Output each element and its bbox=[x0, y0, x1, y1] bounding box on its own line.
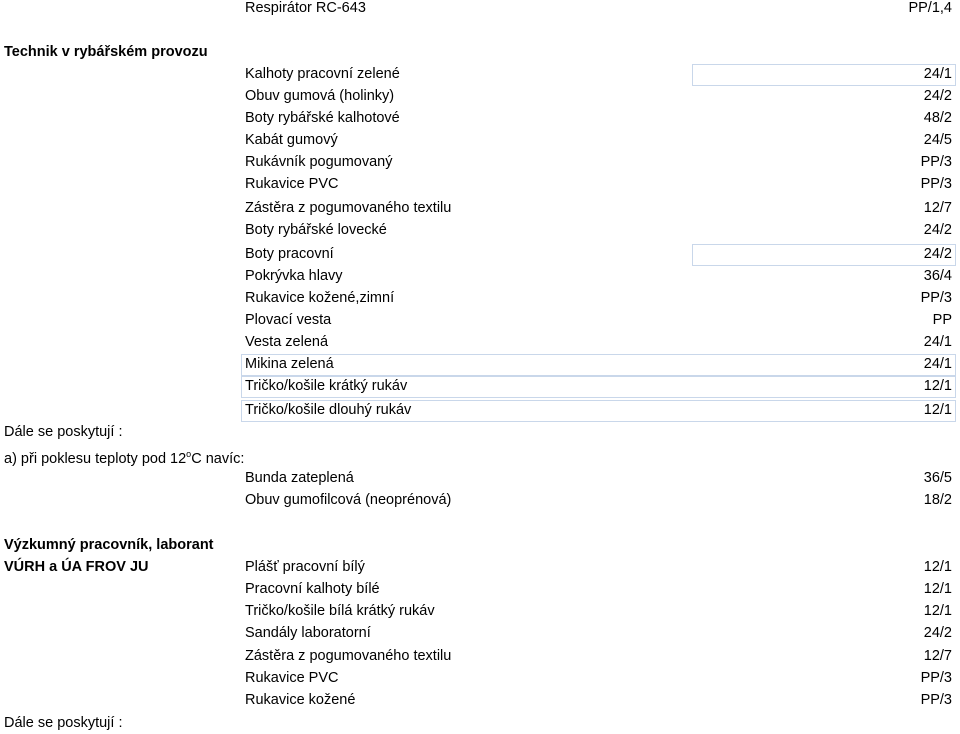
table-row bbox=[0, 107, 960, 129]
item-value: 24/5 bbox=[923, 132, 952, 148]
table-row bbox=[0, 331, 960, 353]
row-border bbox=[241, 354, 956, 376]
table-row bbox=[0, 63, 960, 85]
item-value: PP bbox=[932, 312, 952, 328]
table-row bbox=[0, 151, 960, 173]
item-value: 48/2 bbox=[923, 110, 952, 126]
item-value: PP/3 bbox=[920, 692, 952, 708]
item-value: 24/1 bbox=[923, 356, 952, 372]
item-value: PP/3 bbox=[920, 176, 952, 192]
table-row bbox=[0, 85, 960, 107]
table-row bbox=[0, 173, 960, 195]
condition-prefix: a) při poklesu teploty pod 12 bbox=[4, 451, 187, 467]
item-value: 12/1 bbox=[923, 581, 952, 597]
table-row bbox=[0, 600, 960, 622]
condition-suffix: C navíc: bbox=[191, 451, 245, 467]
item-name: Kalhoty pracovní zelené bbox=[245, 66, 400, 82]
item-value: PP/3 bbox=[920, 290, 952, 306]
degree-superscript: o bbox=[186, 449, 192, 459]
item-value: 12/1 bbox=[923, 603, 952, 619]
item-value: 36/5 bbox=[923, 470, 952, 486]
item-name: Tričko/košile bílá krátký rukáv bbox=[245, 603, 435, 619]
item-name: Pracovní kalhoty bílé bbox=[245, 581, 380, 597]
table-row bbox=[0, 399, 960, 421]
item-name: Rukavice PVC bbox=[245, 670, 339, 686]
item-value: PP/3 bbox=[920, 670, 952, 686]
item-value: 24/1 bbox=[923, 66, 952, 82]
item-value: 36/4 bbox=[923, 268, 952, 284]
section-heading-vyzkumny: Výzkumný pracovník, laborant bbox=[4, 537, 214, 553]
item-name: Plovací vesta bbox=[245, 312, 332, 328]
item-name: Rukávník pogumovaný bbox=[245, 154, 393, 170]
item-name: Rukavice kožené,zimní bbox=[245, 290, 395, 306]
item-value: 24/2 bbox=[923, 88, 952, 104]
item-value: 12/1 bbox=[923, 559, 952, 575]
cell-border bbox=[692, 64, 956, 86]
table-row bbox=[0, 243, 960, 265]
item-value: 24/1 bbox=[923, 334, 952, 350]
item-name: Tričko/košile dlouhý rukáv bbox=[245, 402, 412, 418]
table-row bbox=[0, 287, 960, 309]
item-name: Sandály laboratorní bbox=[245, 625, 371, 641]
item-name: Zástěra z pogumovaného textilu bbox=[245, 648, 452, 664]
item-name: Boty pracovní bbox=[245, 246, 334, 262]
cell-border bbox=[692, 244, 956, 266]
item-value: 12/1 bbox=[923, 402, 952, 418]
table-row bbox=[0, 265, 960, 287]
item-name: Obuv gumová (holinky) bbox=[245, 88, 395, 104]
temperature-condition bbox=[4, 443, 244, 470]
item-name: Tričko/košile krátký rukáv bbox=[245, 378, 408, 394]
item-name: Rukavice kožené bbox=[245, 692, 356, 708]
item-name: Plášť pracovní bílý bbox=[245, 559, 365, 575]
item-name: Rukavice PVC bbox=[245, 176, 339, 192]
table-row bbox=[0, 578, 960, 600]
table-row bbox=[0, 197, 960, 219]
table-row bbox=[0, 667, 960, 689]
item-name: Boty rybářské lovecké bbox=[245, 222, 387, 238]
item-value: 24/2 bbox=[923, 625, 952, 641]
item-value: 18/2 bbox=[923, 492, 952, 508]
item-name: Vesta zelená bbox=[245, 334, 329, 350]
table-row bbox=[0, 219, 960, 241]
table-row bbox=[0, 622, 960, 644]
item-value: PP/1,4 bbox=[908, 0, 952, 16]
table-row bbox=[0, 0, 960, 19]
item-name: Bunda zateplená bbox=[245, 470, 354, 486]
table-row bbox=[0, 556, 960, 578]
item-value: 12/7 bbox=[923, 648, 952, 664]
table-row bbox=[0, 467, 960, 489]
table-row bbox=[0, 645, 960, 667]
section-subheading-vurh: VÚRH a ÚA FROV JU bbox=[4, 559, 149, 575]
item-value: PP/3 bbox=[920, 154, 952, 170]
item-name: Obuv gumofilcová (neoprénová) bbox=[245, 492, 452, 508]
item-name: Mikina zelená bbox=[245, 356, 334, 372]
table-row bbox=[0, 489, 960, 511]
item-name: Kabát gumový bbox=[245, 132, 338, 148]
item-name: Zástěra z pogumovaného textilu bbox=[245, 200, 452, 216]
item-value: 24/2 bbox=[923, 222, 952, 238]
section-heading-technik: Technik v rybářském provozu bbox=[4, 44, 208, 60]
extra-note: Dále se poskytují : bbox=[4, 424, 123, 440]
table-row bbox=[0, 309, 960, 331]
table-row bbox=[0, 129, 960, 151]
item-value: 24/2 bbox=[923, 246, 952, 262]
item-value: 12/7 bbox=[923, 200, 952, 216]
item-name: Pokrývka hlavy bbox=[245, 268, 343, 284]
item-name: Boty rybářské kalhotové bbox=[245, 110, 400, 126]
item-value: 12/1 bbox=[923, 378, 952, 394]
extra-note: Dále se poskytují : bbox=[4, 715, 123, 731]
table-row bbox=[0, 375, 960, 397]
table-row bbox=[0, 689, 960, 711]
item-name: Respirátor RC-643 bbox=[245, 0, 366, 16]
table-row bbox=[0, 353, 960, 375]
